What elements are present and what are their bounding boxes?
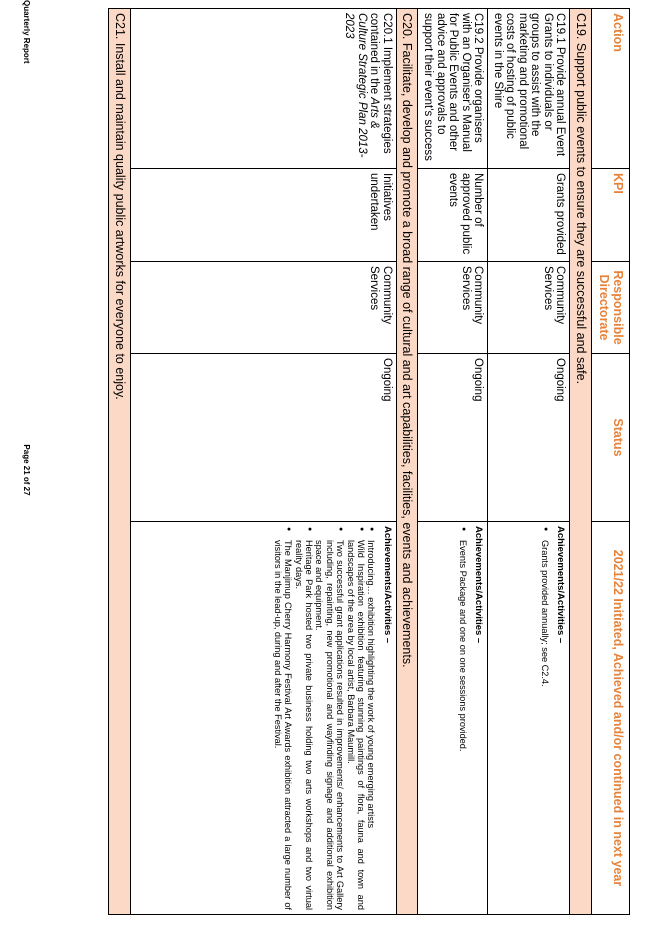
- table-header-row: [592, 9, 630, 915]
- table-row-c20-1: [131, 9, 397, 915]
- section-row-c20: [397, 9, 419, 915]
- action-cell: C19.2 Provide organisers with an Organiser's Manual for Public Events and other advice and approvals to support their event's success: [418, 9, 488, 169]
- directorate-cell: Community Services: [131, 262, 397, 354]
- header-action: Action: [592, 9, 630, 169]
- table-row-c19-2: [418, 9, 488, 915]
- directorate-cell: Community Services: [488, 262, 570, 354]
- directorate-cell: Community Services: [418, 262, 488, 354]
- section-c20: C20. Facilitate, develop and promote a broad range of cultural and art capabilities, facilities, events and achievements.: [397, 9, 419, 915]
- kpi-cell: Initiatives undertaken: [131, 169, 397, 262]
- achievements-cell: [488, 522, 570, 915]
- achievements-list: [458, 526, 468, 910]
- achievements-title: Achievements/Activities –: [382, 526, 393, 644]
- status-cell: Ongoing: [418, 354, 488, 522]
- action-text: C20.1 Implement strategies contained in the: [368, 13, 393, 154]
- achievements-title: Achievements/Activities –: [555, 526, 567, 644]
- list-item: ● Grants provided annually; see C2.4.: [540, 540, 550, 910]
- achievements-cell: [418, 522, 488, 915]
- list-item: ● Events Package and one on one sessions provided.: [458, 540, 468, 910]
- kpi-cell: Number of approved public events: [418, 169, 488, 262]
- header-status: Status: [592, 354, 630, 522]
- action-plan-table: [109, 8, 631, 915]
- status-cell: Ongoing: [488, 354, 570, 522]
- action-cell: C19.1 Provide annual Event Grants to individuals or groups to assist with the marketing and promotional costs of hosting of public events in the Shire: [488, 9, 570, 169]
- achievements-title: Achievements/Activities –: [473, 526, 485, 644]
- section-c19: C19. Support public events to ensure they are successful and safe.: [570, 9, 592, 915]
- header-initiated: 2021/22 Initiated, Achieved and/or continued in next year: [592, 522, 630, 915]
- plan-title: Arts & Culture Strategic Plan 2013-2023: [343, 13, 381, 158]
- footer-report-title: Quarterly Report: [22, 0, 31, 64]
- list-item: ● Two successful grant applications resulted in improvements/ enhancements to Art Gallery including, repainting, new promotional and wayfinding signage and additional exhibition space and equipment.: [314, 540, 345, 910]
- section-c21: C21. Install and maintain quality public artworks for everyone to enjoy.: [109, 9, 131, 915]
- achievements-cell: [131, 522, 397, 915]
- achievements-list: [540, 526, 550, 910]
- header-directorate: Responsible Directorate: [592, 262, 630, 354]
- achievements-list: [272, 526, 376, 910]
- list-item: ● Heritage Park hosted two private business holding two arts workshops and two virtual reality days.: [293, 540, 314, 910]
- status-cell: Ongoing: [131, 354, 397, 522]
- section-row-c19: [570, 9, 592, 915]
- list-item: ● The Manjimup Cherry Harmony Festival Art Awards exhibition attracted a large number of visitors in the lead-up, during and after the Festival.: [272, 540, 293, 910]
- footer-page-number: Page 21 of 27: [22, 444, 31, 496]
- kpi-cell: Grants provided: [488, 169, 570, 262]
- list-item: ● Introducing… exhibition highlighting the work of young emerging artists: [366, 540, 376, 910]
- table-row-c19-1: [488, 9, 570, 915]
- section-row-c21: [109, 9, 131, 915]
- action-cell: [131, 9, 397, 169]
- header-kpi: KPI: [592, 169, 630, 262]
- list-item: ● Wild Inspiration exhibition featuring stunning paintings of flora, fauna and town and landscapes of the area by local artist, Barbara Maumill.: [345, 540, 366, 910]
